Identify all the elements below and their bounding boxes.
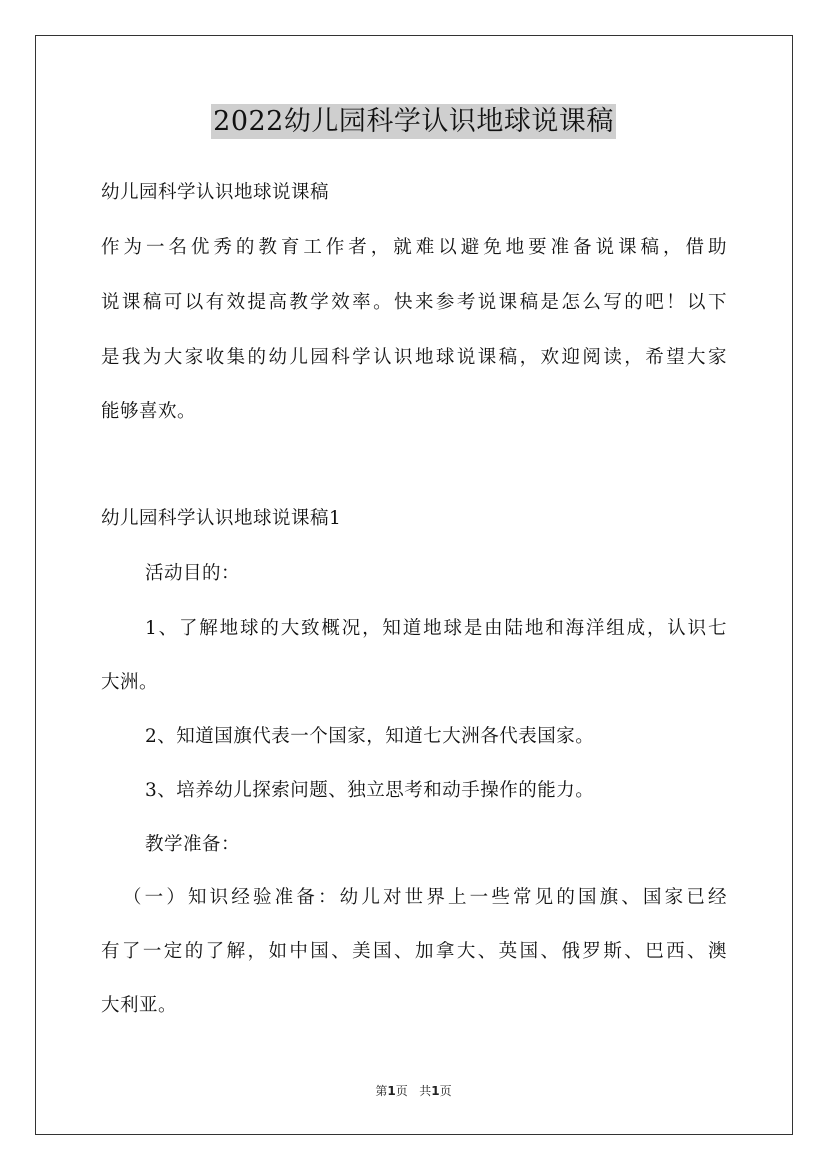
total-prefix: 共 <box>419 1084 432 1098</box>
paragraph-line: 大洲。 <box>101 672 159 693</box>
paragraph-line: 3、培养幼儿探索问题、独立思考和动手操作的能力。 <box>145 780 595 801</box>
paragraph-line: 能够喜欢。 <box>101 401 197 422</box>
page-number: 1 <box>387 1084 396 1098</box>
paragraph-line: 2、知道国旗代表一个国家，知道七大洲各代表国家。 <box>145 726 595 747</box>
document-title: 2022幼儿园科学认识地球说课稿 <box>213 106 614 137</box>
paragraph-line: 活动目的： <box>145 563 241 584</box>
page-suffix: 页 <box>395 1084 408 1098</box>
subtitle-line: 幼儿园科学认识地球说课稿 <box>101 182 330 203</box>
total-suffix: 页 <box>439 1084 452 1098</box>
page-footer <box>0 1082 827 1099</box>
total-pages: 1 <box>431 1084 440 1098</box>
section-heading: 幼儿园科学认识地球说课稿1 <box>101 508 342 529</box>
page-prefix: 第 <box>375 1084 388 1098</box>
paragraph-line: 有了一定的了解，如中国、美国、加拿大、英国、俄罗斯、巴西、澳 <box>101 941 727 962</box>
paragraph-line: 1、了解地球的大致概况，知道地球是由陆地和海洋组成，认识七 <box>145 618 727 639</box>
paragraph-line: 作为一名优秀的教育工作者，就难以避免地要准备说课稿，借助 <box>101 237 727 258</box>
paragraph-line: 是我为大家收集的幼儿园科学认识地球说课稿，欢迎阅读，希望大家 <box>101 347 727 368</box>
paragraph-line: 教学准备： <box>145 834 241 855</box>
paragraph-line: 大利亚。 <box>101 995 178 1016</box>
paragraph-line: 说课稿可以有效提高教学效率。快来参考说课稿是怎么写的吧！以下 <box>101 292 727 313</box>
document-title-wrap <box>0 102 827 142</box>
paragraph-line: （一）知识经验准备：幼儿对世界上一些常见的国旗、国家已经 <box>123 887 727 908</box>
